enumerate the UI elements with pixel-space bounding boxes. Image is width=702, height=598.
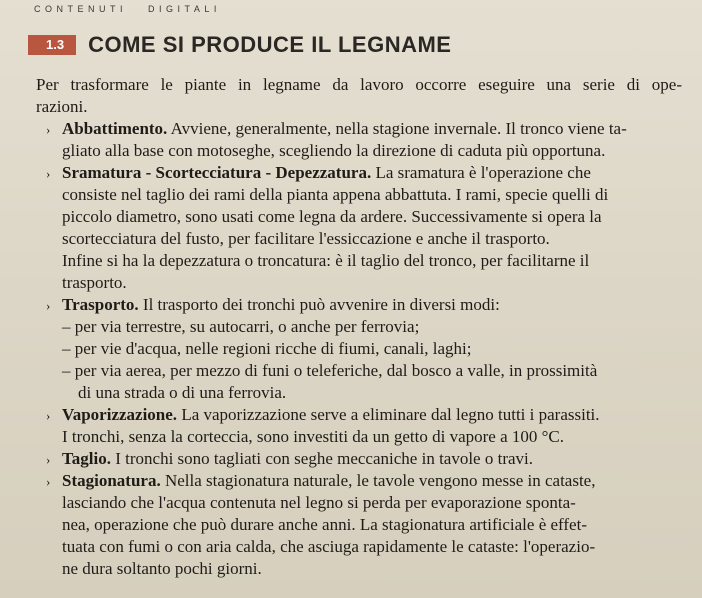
sramatura-line-6: trasporto. — [62, 273, 127, 292]
list-item-sramatura: › Sramatura - Scortecciatura - Depezzatura. La sramatura è l'operazione che — [36, 162, 682, 184]
stagionatura-line-2: lasciando che l'acqua contenuta nel legno si perda per evaporazione sponta- — [62, 493, 576, 512]
list-item-abbattimento: › Abbattimento. Avviene, generalmente, nella stagione invernale. Il tronco viene ta- — [36, 118, 682, 140]
intro-line-2: razioni. — [36, 97, 88, 116]
list-item-trasporto: › Trasporto. Il trasporto dei tronchi può avvenire in diversi modi: — [36, 294, 682, 316]
list-item-taglio: › Taglio. I tronchi sono tagliati con seghe meccaniche in tavole o travi. — [36, 448, 682, 470]
bullet-icon: › — [46, 166, 51, 181]
sramatura-line-5: Infine si ha la depezzatura o troncatura: è il taglio del tronco, per facilitarne il — [62, 251, 590, 270]
vaporizzazione-line-2: I tronchi, senza la corteccia, sono investiti da un getto di vapore a 100 °C. — [62, 427, 565, 446]
stagionatura-line-5: ne dura soltanto pochi giorni. — [62, 559, 262, 578]
abbattimento-line-2: gliato alla base con motoseghe, scegliendo la direzione di caduta più opportuna. — [62, 141, 606, 160]
bullet-icon: › — [46, 474, 51, 489]
term-stagionatura: Stagionatura. — [62, 471, 161, 490]
bullet-icon: › — [46, 408, 51, 423]
trasporto-dash-3: – per via aerea, per mezzo di funi o teleferiche, dal bosco a valle, in prossimità — [62, 361, 598, 380]
section-title: COME SI PRODUCE IL LEGNAME — [88, 32, 452, 57]
term-trasporto: Trasporto. — [62, 295, 139, 314]
sramatura-line-3: piccolo diametro, sono usati come legna da ardere. Successivamente si opera la — [62, 207, 602, 226]
trasporto-dash-4: di una strada o di una ferrovia. — [78, 383, 287, 402]
term-vaporizzazione: Vaporizzazione. — [62, 405, 178, 424]
term-sramatura: Sramatura - Scortecciatura - Depezzatura. — [62, 163, 372, 182]
bullet-icon: › — [46, 452, 51, 467]
page-header — [34, 4, 235, 14]
header-word-digitali: DIGITALI — [148, 4, 221, 14]
stagionatura-line-3: nea, operazione che può durare anche anni. La stagionatura artificiale è effet- — [62, 515, 587, 534]
bullet-icon: › — [46, 298, 51, 313]
header-word-contenuti: CONTENUTI — [34, 4, 127, 14]
bullet-icon: › — [46, 122, 51, 137]
trasporto-dash-2: – per vie d'acqua, nelle regioni ricche di fiumi, canali, laghi; — [62, 339, 472, 358]
intro-line-1: Per trasformare le piante in legname da lavoro occorre eseguire una serie di ope- — [36, 75, 682, 94]
stagionatura-line-4: tuata con fumi o con aria calda, che asciuga rapidamente le cataste: l'operazio- — [62, 537, 596, 556]
body-text — [36, 74, 682, 580]
sramatura-line-4: scortecciatura del fusto, per facilitare l'essiccazione e anche il trasporto. — [62, 229, 550, 248]
list-item-stagionatura: › Stagionatura. Nella stagionatura naturale, le tavole vengono messe in cataste, — [36, 470, 682, 492]
list-item-vaporizzazione: › Vaporizzazione. La vaporizzazione serve a eliminare dal legno tutti i parassiti. — [36, 404, 682, 426]
section-heading — [28, 32, 451, 58]
term-taglio: Taglio. — [62, 449, 111, 468]
sramatura-line-2: consiste nel taglio dei rami della pianta appena abbattuta. I rami, specie quelli di — [62, 185, 609, 204]
section-number-badge: 1.3 — [28, 35, 76, 55]
trasporto-dash-1: – per via terrestre, su autocarri, o anche per ferrovia; — [62, 317, 420, 336]
term-abbattimento: Abbattimento. — [62, 119, 168, 138]
